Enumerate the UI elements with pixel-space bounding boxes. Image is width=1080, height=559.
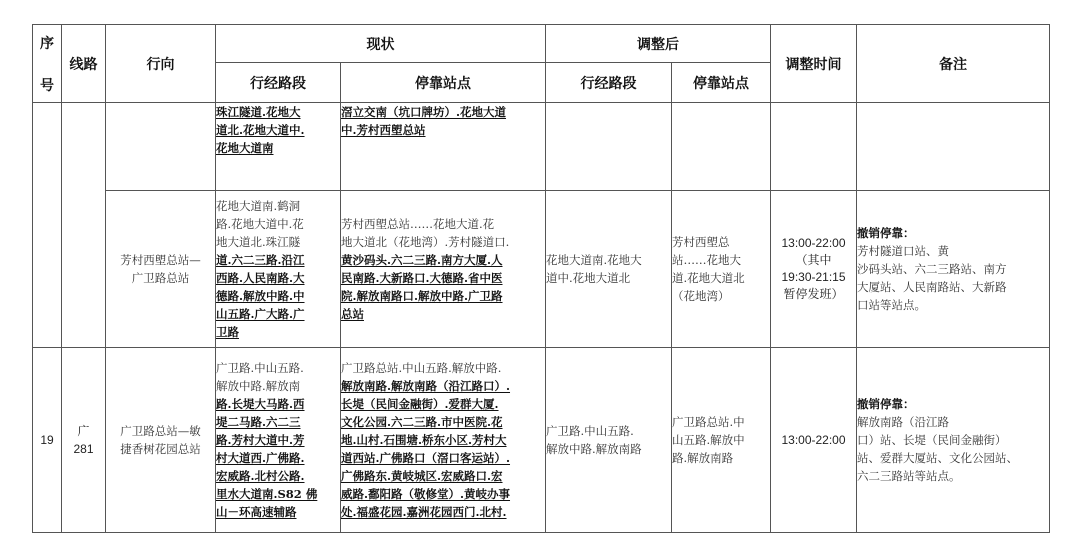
stops-line: 威路.鄱阳路（敬修堂）.黄岐办事 [341,487,511,501]
remarks-cell [857,103,1050,191]
direction-cell [106,103,216,191]
remarks-cell [857,348,1050,533]
route-line: 解放中路.解放南 [216,379,301,393]
adj-stops-line: 路.解放南路 [672,451,734,465]
direction-cell [106,191,216,348]
adj-stops-line: 道.花地大道北 [672,271,745,285]
header-adj-route-section: 行经路段 [546,63,672,103]
adj-route-line: 花地大道南.花地大 [546,253,642,267]
stops-line: 滘立交南（坑口牌坊）.花地大道 [341,105,507,119]
direction-line: 广卫路总站 [131,271,190,285]
stops-line: 道西站.广佛路口（滘口客运站）. [341,451,511,465]
line-cell [62,348,106,533]
header-route-section: 行经路段 [216,63,341,103]
route-line: 宏威路.北村公路. [216,469,305,483]
route-line: 花地大道南.鹤洞 [216,199,301,213]
stops-line: 广卫路总站.中山五路.解放中路. [341,361,502,375]
route-line: 里水大道南.S82 佛 [216,487,318,501]
header-row-1 [33,25,1050,63]
remarks-line: 撤销停靠： 解放南路（沿江路 [857,395,1049,431]
route-line: 花地大道南 [216,141,274,155]
route-line: 山五路.广大路.广 [216,307,305,321]
route-adjustment-table [32,24,1050,533]
route-line: 地大道北.珠江隧 [216,235,301,249]
route-line: 珠江隧道.花地大 [216,105,301,119]
route-line: 路.芳村大道中.芳 [216,433,305,447]
route-line: 山－环高速辅路 [216,505,297,519]
header-seq [33,25,62,103]
adj-stops-line: 站……花地大 [672,253,741,267]
adj-route-cell [546,348,672,533]
stops-line: 芳村西塱总站……花地大道.花 [341,217,495,231]
table-row [33,103,1050,191]
time-cell [771,191,857,348]
direction-line: 捷香树花园总站 [120,442,201,456]
adj-route-line: 广卫路.中山五路. [546,424,634,438]
stops-line: 民南路.大新路口.大德路.省中医 [341,271,503,285]
time-line: 暂停发班） [783,287,844,301]
direction-cell [106,348,216,533]
remarks-line: 口）站、长堤（民间金融街） [857,433,1007,447]
route-line: 西路.人民南路.大 [216,271,305,285]
stops-line: 处.福盛花园.嘉洲花园西门.北村. [341,505,507,519]
remarks-label: 撤销停靠： [857,397,915,411]
time-cell [771,348,857,533]
adj-route-line: 解放中路.解放南路 [546,442,642,456]
stops-line: 黄沙码头.六二三路.南方大厦.人 [341,253,503,267]
route-line: 道北.花地大道中. [216,123,305,137]
route-section-cell [216,191,341,348]
route-section-cell [216,103,341,191]
time-line: 13:00-22:00 [781,432,846,447]
header-seq-top: 序 [40,35,54,52]
stops-line: 解放南路.解放南路（沿江路口）. [341,379,511,393]
remarks-line: 六二三路站等站点。 [857,469,961,483]
route-line: 德路.解放中路.中 [216,289,305,303]
header-remarks: 备注 [857,25,1050,103]
direction-line: 芳村西塱总站— [120,253,201,267]
stops-line: 院.解放南路口.解放中路.广卫路 [341,289,503,303]
adj-stops-line: 芳村西塱总 [672,235,730,249]
adj-route-cell [546,191,672,348]
route-line: 路.花地大道中.花 [216,217,304,231]
stops-cell [341,103,546,191]
remarks-cell [857,191,1050,348]
remarks-line: 站、爱群大厦站、文化公园站、 [857,451,1018,465]
adj-stops-cell [672,191,771,348]
adj-stops-line: 山五路.解放中 [672,433,745,447]
route-line: 卫路 [216,325,239,339]
header-direction: 行向 [106,25,216,103]
route-line: 路.长堤大马路.西 [216,397,305,411]
time-line: （其中 [795,253,832,267]
table-row [33,191,1050,348]
seq-cell [33,103,62,348]
stops-line: 广佛路东.黄岐城区.宏威路口.宏 [341,469,503,483]
stops-line: 地.山村.石围塘.桥东小区.芳村大 [341,433,507,447]
adj-route-line: 道中.花地大道北 [546,271,631,285]
route-section-cell [216,348,341,533]
header-adjusted: 调整后 [546,25,771,63]
remarks-line: 沙码头站、六二三路站、南方 [857,262,1007,276]
stops-line: 中.芳村西塱总站 [341,123,426,137]
time-line: 13:00-22:00 [781,236,846,250]
header-line: 线路 [62,25,106,103]
header-adjust-time: 调整时间 [771,25,857,103]
stops-line: 总站 [341,307,364,321]
remarks-label: 撤销停靠： [857,226,915,240]
adj-stops-cell [672,348,771,533]
table-row [33,348,1050,533]
stops-cell [341,348,546,533]
route-line: 村大道西.广佛路. [216,451,305,465]
direction-line: 广卫路总站—敏 [120,424,201,438]
adj-stops-line: （花地湾） [672,289,730,303]
header-adj-stops: 停靠站点 [672,63,771,103]
route-line: 堤二马路.六二三 [216,415,301,429]
line-cell [62,103,106,348]
route-line: 道.六二三路.沿江 [216,253,305,267]
route-line: 广卫路.中山五路. [216,361,304,375]
remarks-line: 口站等站点。 [857,298,926,312]
line-line: 广 [77,424,90,438]
line-line: 281 [73,442,94,456]
adj-stops-cell [672,103,771,191]
time-cell [771,103,857,191]
stops-line: 地大道北（花地湾）.芳村隧道口. [341,235,510,249]
header-seq-bottom: 号 [40,77,54,94]
adj-route-cell [546,103,672,191]
adj-stops-line: 广卫路总站.中 [672,415,745,429]
header-stops: 停靠站点 [341,63,546,103]
stops-line: 文化公园.六二三路.市中医院.花 [341,415,503,429]
remarks-line: 大厦站、人民南路站、大新路 [857,280,1007,294]
seq-cell: 19 [33,348,62,533]
time-line: 19:30-21:15 [781,270,846,284]
header-current: 现状 [216,25,546,63]
stops-cell [341,191,546,348]
stops-line: 长堤（民间金融街）.爱群大厦. [341,397,499,411]
remarks-line: 撤销停靠： 芳村隧道口站、黄 [857,224,1049,260]
